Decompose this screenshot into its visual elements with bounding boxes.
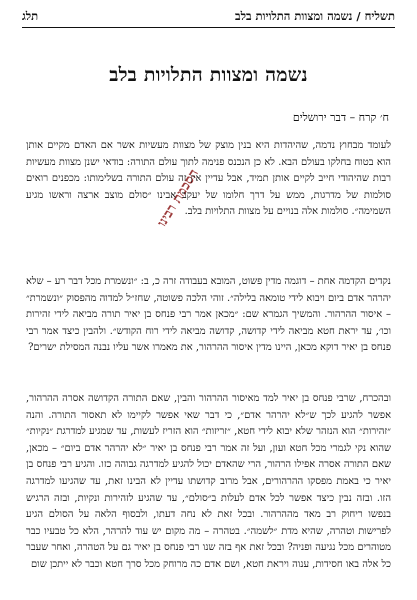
page-number: תלג <box>22 9 39 23</box>
source-attribution: ח׳ קרח – דבר ירושלים <box>292 111 389 124</box>
body-paragraph-3: ובהכרח, שרבי פנחס בן יאיר למד מאיסור ההרהור והבין, שאם התורה הקדושה אסרה ההרהור, אפשר להגיע לכך ש״לא יהרהר אדם״, כי דבר שאי אפשר לקיימו לא תאסור התורה. והנה ״זהירות״ הוא הנזהר שלא יבוא לידי חטא, ״זריזות״ הוא הזריז לעשות, עד שמגיע למדרגת ״נקיות״ שהוא נקי לגמרי מכל חטא ועון, ועל זה אמר רבי פנחס בן יאיר ״לא יהרהר אדם ביום״ – מכאן, שאם התורה אסרה אפילו הרהור, הרי שהאדם יכול להגיע למדרגה גבוהה כזו. והגיע רבי פנחס בן יאיר כי באמת מפסקו ההרהורים, אבל מרוב קדושתו עדיין לא הבינו זאת, עד שהגיעו למדרגה הזו. ובזה נבין כיצד אפשר לכל אדם לעלות ב״סולם״, עד שהגיע לזהירות ונקיות, ובזה הרגיש בנפשו ריחוק רב מאד מההרהור. ובכל זאת לא נחה דעתו, ולבסוף הלאה על הסולם הגיע לפרישות וטהרה, שהיא מדת ״לשמה״. בטהרה – מה מקום יש עוד להרהר, הלא כל טבעיו כבר מטוהרים מכל נגיעה ופניה? ובכל זאת אף בזה שנו רבי פנחס בן יאיר גם על הטהרה, ואחר שעבר כל אלה באו חסידות, ענוה ויראת חטא, ושם אדם כה מרוחק מכל סרך חטא וכבר לא ייתכן שום <box>26 393 391 570</box>
running-title: תשליח / נשמה ומצוות התלויות בלב <box>235 9 395 23</box>
body-paragraph-1: לעומד מבחוץ נדמה, שהיהדות היא בנין מוצק של מצוות מעשיות אשר אם האדם מקיים אותן הוא בטוח בחלקו בעולם הבא. לא כן הנכנס פנימה לתוך עולם התורה: בודאי ישנן מצוות מעשיות רבות שהיהודי חייב לקיים אותן תמיד, אבל עדיין אין זה עולם התורה בשלימותו: מכפנים רואים סולמות של מדרגות, ממש על דרך חלומו של יעקב אבינו ״סולם מוצב ארצה וראשו מגיע השמימה״. סולמות אלה בנויים על מצוות התלויות בלב. <box>26 140 391 218</box>
running-header <box>22 9 395 25</box>
body-paragraph-2: נקדים הקדמה אחת – דוגמה מדין פשוט, המובא בעבודה זרה כ, ב: ״ונשמרת מכל דבר רע – שלא יהרהר אדם ביום ויבוא לידי טומאה בלילה״. זוהי הלכה פשוטה, שחז״ל למדוה מהפסוק ״ונשמרת״ – איסור ההרהור. והמשיך הגמרא שם: ״מכאן אמר רבי פנחס בן יאיר תורה מביאה לידי זהירות וכו׳, עד יראת חטא מביאה לידי קדושה, קדושה מביאה לידי רוח הקודש״. ולהבין כיצד אמר רבי פנחס בן יאיר דוקא מכאן, היינו מדין איסור ההרהור, את מאמרו אשר עליו נבנה המסילת ישרים? <box>26 276 391 354</box>
stamp-text: הסכמת רבינו <box>154 166 203 230</box>
chapter-title: נשמה ומצוות התלויות בלב <box>109 64 308 86</box>
header-rule <box>22 27 395 28</box>
